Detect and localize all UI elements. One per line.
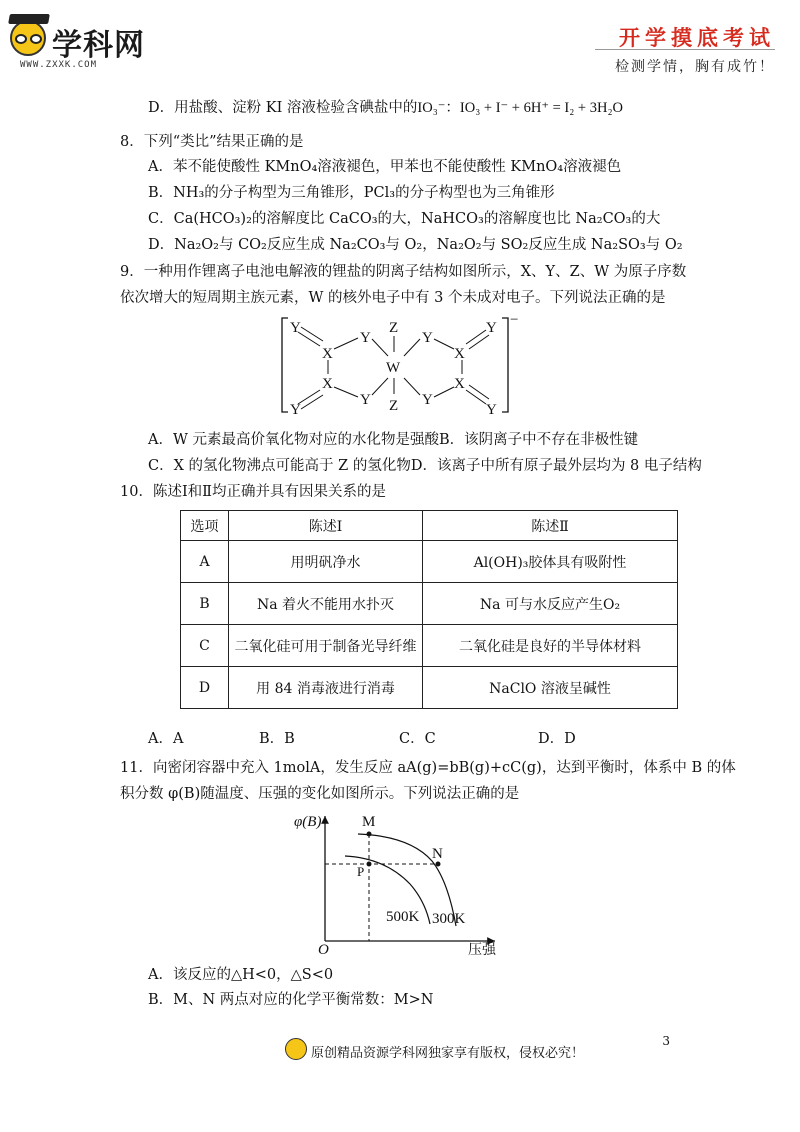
- q11-stem-line2: 积分数 φ(B)随温度、压强的变化如图所示。下列说法正确的是: [120, 786, 520, 802]
- atom: Z: [389, 398, 399, 414]
- table-cell: 用明矾净水: [229, 541, 423, 583]
- table-row: [181, 667, 678, 709]
- point-label: N: [432, 846, 443, 862]
- q11-option-a: A．该反应的△H<0，△S<0: [148, 967, 334, 983]
- table-cell: D: [181, 667, 229, 709]
- curve-label: 500K: [386, 909, 420, 925]
- brand-title: 开学摸底考试: [619, 26, 775, 50]
- point-label: P: [357, 864, 365, 879]
- q10-option-a: A．A: [148, 731, 184, 747]
- mascot-icon: [10, 20, 46, 56]
- charge-sign: −: [510, 312, 519, 328]
- brand-slogan: 检测学情，胸有成竹！: [615, 59, 775, 75]
- atom: Y: [290, 402, 301, 418]
- q8-option-a: A．苯不能使酸性 KMnO₄溶液褪色，甲苯也不能使酸性 KMnO₄溶液褪色: [148, 159, 622, 175]
- point-p: [367, 862, 372, 867]
- q9-options-ab: A．W 元素最高价氧化物对应的水化物是强酸B．该阴离子中不存在非极性键: [148, 432, 639, 448]
- atom: Z: [389, 320, 399, 336]
- site-logo: [10, 20, 170, 80]
- left-bracket: [282, 318, 288, 412]
- q9-stem-line1: 9．一种用作锂离子电池电解液的锂盐的阴离子结构如图所示，X、Y、Z、W 为原子序数: [120, 264, 687, 280]
- atom: X: [454, 346, 465, 362]
- q7-ion: IO₃⁻: [417, 100, 446, 116]
- atom: Y: [360, 330, 371, 346]
- q11-stem-line1: 11．向密闭容器中充入 1molA，发生反应 aA(g)=bB(g)+cC(g)，达到平衡时，体系中 B 的体: [120, 760, 736, 776]
- x-axis-label: 压强: [468, 943, 496, 956]
- table-cell: Na 可与水反应产生O₂: [423, 583, 678, 625]
- table-cell: A: [181, 541, 229, 583]
- table-cell: 用 84 消毒液进行消毒: [229, 667, 423, 709]
- point-label: M: [362, 814, 376, 830]
- table-cell: Na 着火不能用水扑灭: [229, 583, 423, 625]
- atom: Y: [422, 392, 433, 408]
- q8-stem: 8．下列“类比”结果正确的是: [120, 134, 304, 150]
- atom: X: [322, 346, 333, 362]
- q10-table: [180, 510, 678, 709]
- table-cell: 二氧化硅是良好的半导体材料: [423, 625, 678, 667]
- table-cell: 二氧化硅可用于制备光导纤维: [229, 625, 423, 667]
- table-row: [181, 625, 678, 667]
- y-axis-label: φ(B): [294, 814, 322, 830]
- table-cell: NaClO 溶液呈碱性: [423, 667, 678, 709]
- brand-banner: [615, 22, 775, 76]
- atom: Y: [360, 392, 371, 408]
- q8-option-d: D．Na₂O₂与 CO₂反应生成 Na₂CO₃与 O₂，Na₂O₂与 SO₂反应生成 Na₂SO₃与 O₂: [148, 237, 683, 253]
- divider: [595, 49, 775, 50]
- table-cell: B: [181, 583, 229, 625]
- atom: X: [454, 376, 465, 392]
- q7-equation: ：IO₃ + I⁻ + 6H⁺ = I₂ + 3H₂O: [445, 100, 623, 116]
- logo-name: 学科网: [52, 28, 145, 63]
- phase-graph: [290, 806, 510, 956]
- mascot-icon: [285, 1038, 307, 1060]
- atom: Y: [422, 330, 433, 346]
- table-cell: C: [181, 625, 229, 667]
- anion-structure-diagram: [270, 312, 530, 420]
- atom: Y: [290, 320, 301, 336]
- q10-option-d: D．D: [538, 731, 576, 747]
- q7-option-d-text: D．用盐酸、淀粉 KI 溶液检验含碘盐中的: [148, 100, 418, 116]
- page-number: 3: [662, 1034, 670, 1048]
- table-header: 选项: [181, 511, 229, 541]
- atom: X: [322, 376, 333, 392]
- table-header: 陈述Ⅰ: [229, 511, 423, 541]
- q10-stem: 10．陈述Ⅰ和Ⅱ均正确并具有因果关系的是: [120, 484, 387, 500]
- point-n: [436, 862, 441, 867]
- origin-label: O: [318, 942, 329, 956]
- point-m: [367, 832, 372, 837]
- table-header: 陈述Ⅱ: [423, 511, 678, 541]
- table-header-row: [181, 511, 678, 541]
- q9-stem-line2: 依次增大的短周期主族元素，W 的核外电子中有 3 个未成对电子。下列说法正确的是: [120, 290, 666, 306]
- q8-option-c: C．Ca(HCO₃)₂的溶解度比 CaCO₃的大，NaHCO₃的溶解度也比 Na₂CO₃的大: [148, 211, 661, 227]
- table-row: [181, 541, 678, 583]
- q10-option-b: B．B: [259, 731, 295, 747]
- atom: Y: [486, 320, 497, 336]
- q11-option-b: B．M、N 两点对应的化学平衡常数：M>N: [148, 992, 434, 1008]
- q7-option-d: [148, 98, 623, 118]
- curve-label: 300K: [432, 911, 466, 927]
- logo-url: WWW.ZXXK.COM: [20, 60, 98, 70]
- atom: W: [386, 360, 401, 376]
- q10-option-c: C．C: [399, 731, 436, 747]
- right-bracket: [502, 318, 508, 412]
- q9-options-cd: C．X 的氢化物沸点可能高于 Z 的氢化物D．该离子中所有原子最外层均为 8 电子结构: [148, 458, 702, 474]
- table-cell: Al(OH)₃胶体具有吸附性: [423, 541, 678, 583]
- q8-option-b: B．NH₃的分子构型为三角锥形，PCl₃的分子构型也为三角锥形: [148, 185, 555, 201]
- table-row: [181, 583, 678, 625]
- atom: Y: [486, 402, 497, 418]
- copyright-text: 原创精品资源学科网独家享有版权，侵权必究！: [311, 1046, 585, 1061]
